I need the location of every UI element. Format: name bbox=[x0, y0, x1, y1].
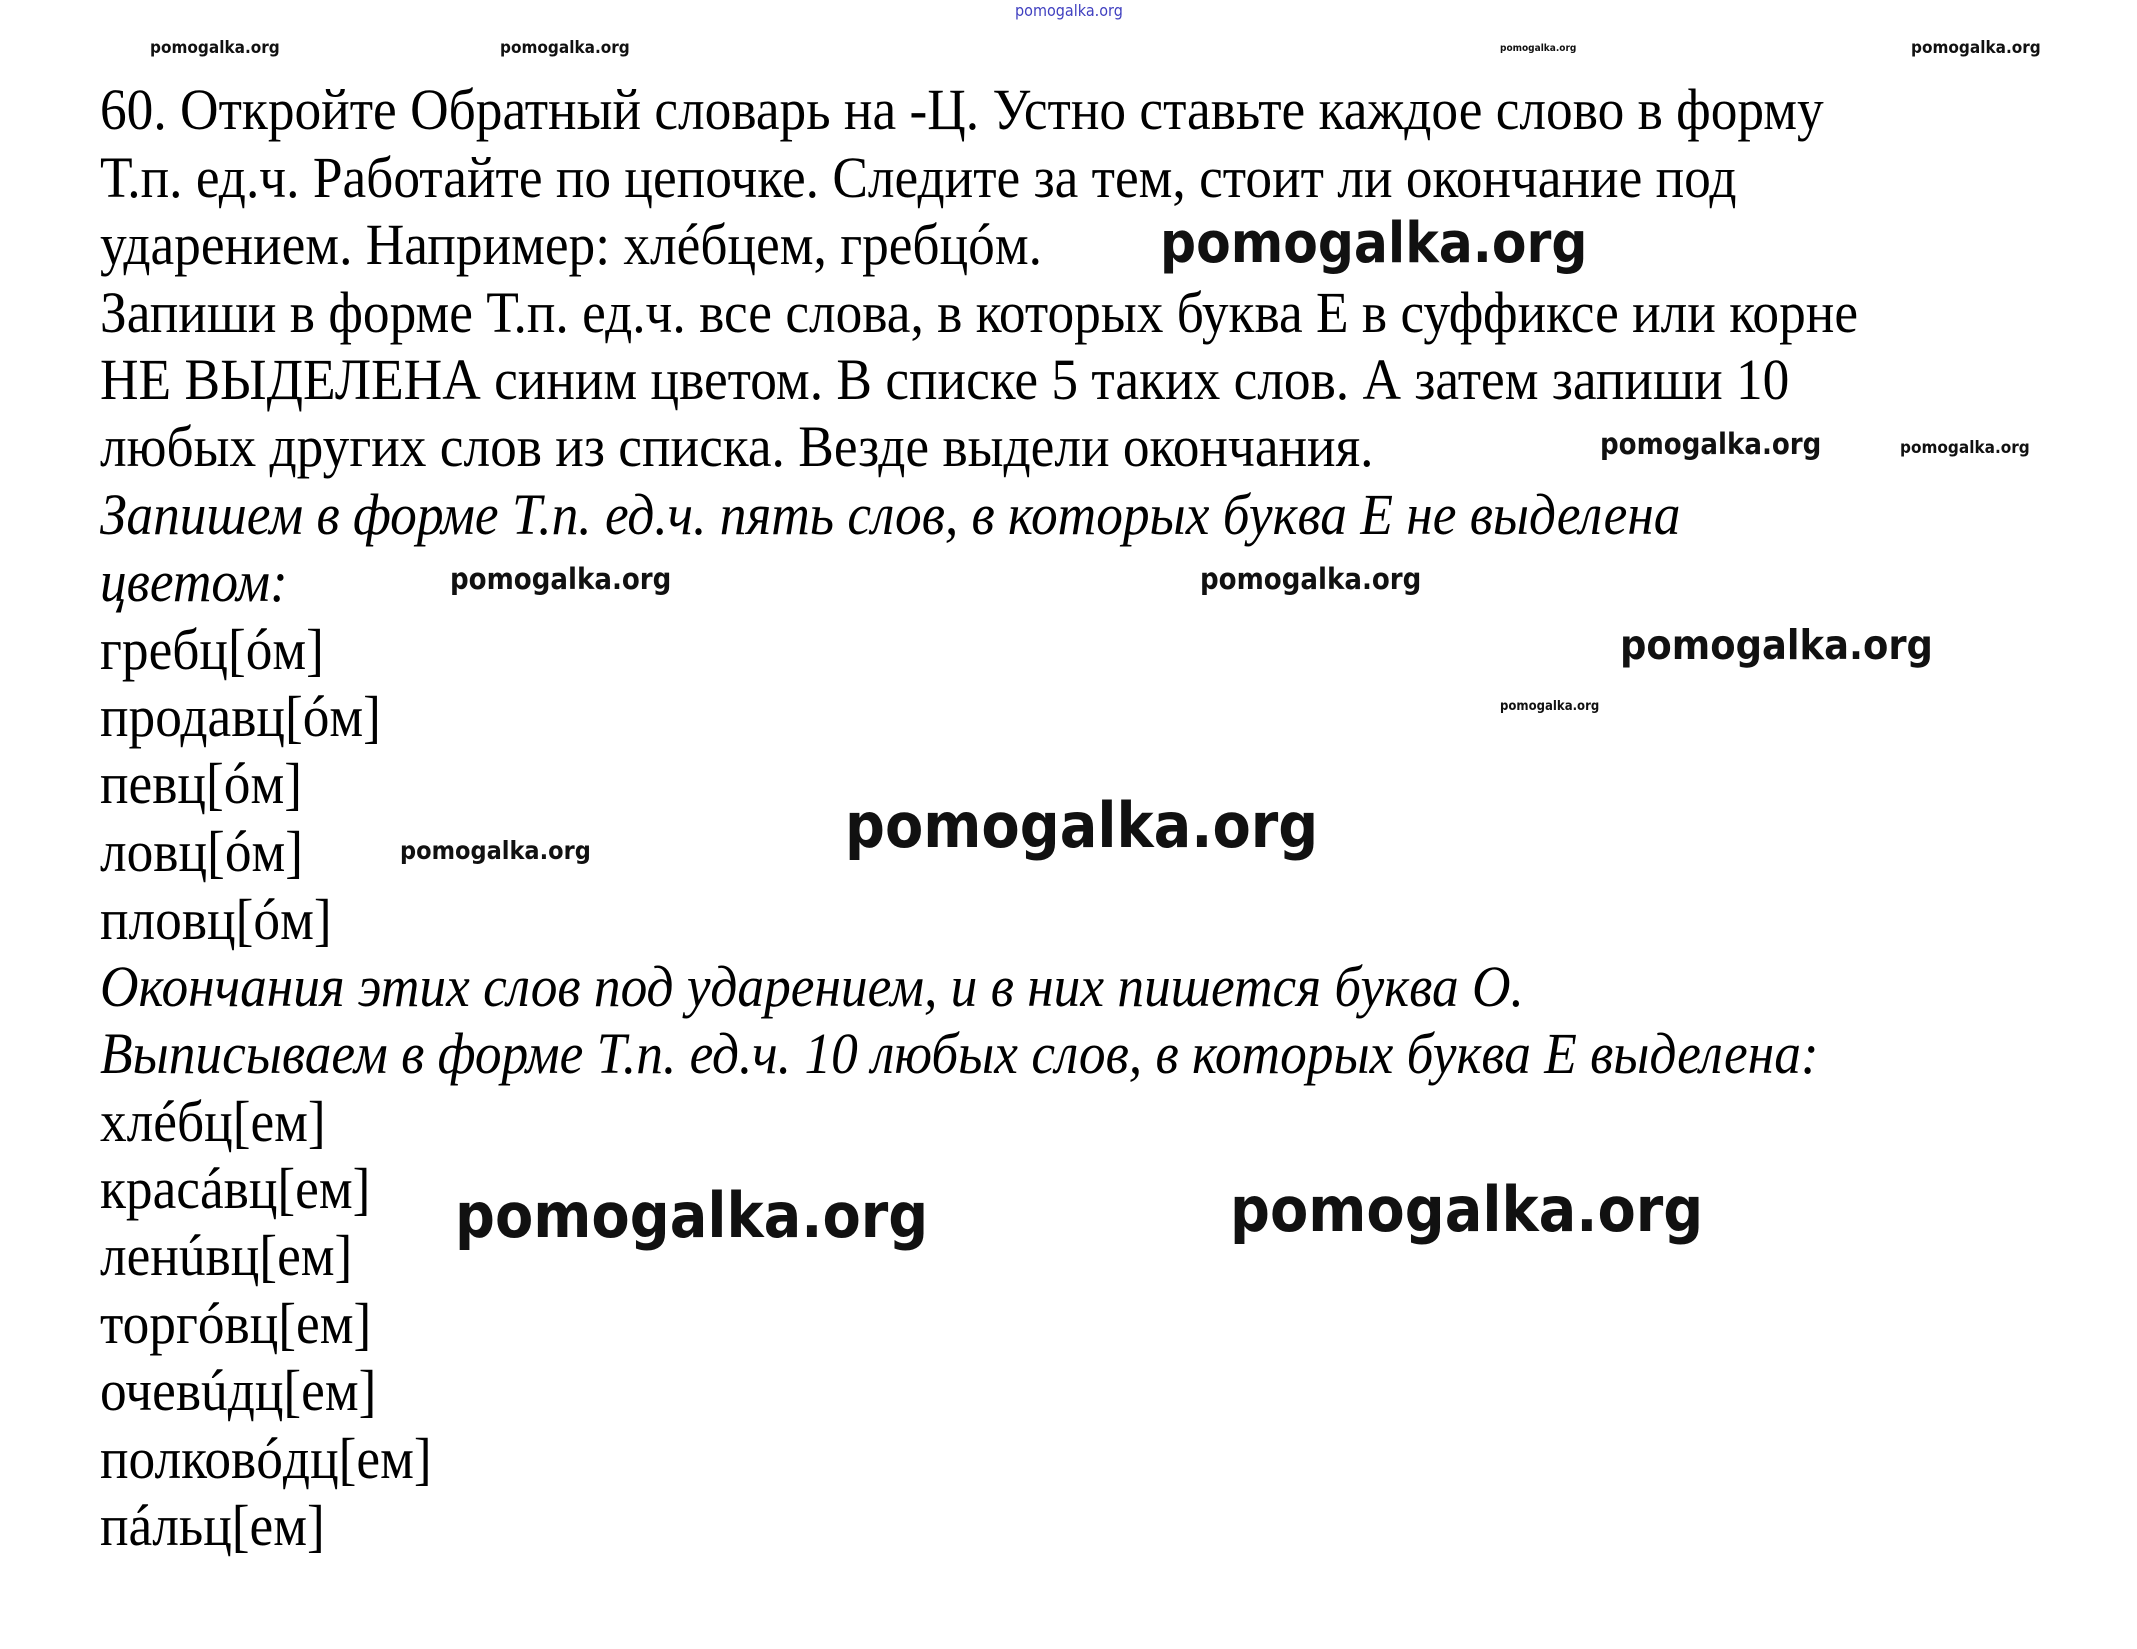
word-item: полковóдц[ем] bbox=[100, 1426, 432, 1491]
watermark: pomogalka.org bbox=[1900, 438, 2030, 458]
watermark: pomogalka.org bbox=[1600, 427, 1822, 461]
word-item: пловц[óм] bbox=[100, 887, 332, 952]
answer-note: Окончания этих слов под ударением, и в них пишется буква О. bbox=[100, 954, 1524, 1019]
watermark: pomogalka.org bbox=[450, 562, 672, 596]
word-item: хлéбц[ем] bbox=[100, 1089, 326, 1154]
task-line: Т.п. ед.ч. Работайте по цепочке. Следите за тем, стоит ли окончание под bbox=[100, 145, 1737, 210]
watermark: pomogalka.org bbox=[400, 836, 591, 865]
word-item: продавц[óм] bbox=[100, 684, 381, 749]
task-line: 60. Откройте Обратный словарь на -Ц. Устно ставьте каждое слово в форму bbox=[100, 77, 1824, 142]
watermark: pomogalka.org bbox=[845, 789, 1319, 862]
watermark: pomogalka.org bbox=[1160, 211, 1588, 276]
task-line: Запиши в форме Т.п. ед.ч. все слова, в которых буква Е в суффиксе или корне bbox=[100, 280, 1859, 345]
watermark: pomogalka.org bbox=[1911, 38, 2041, 58]
watermark: pomogalka.org bbox=[1200, 562, 1422, 596]
watermark: pomogalka.org bbox=[1620, 621, 1933, 669]
task-line: любых других слов из списка. Везде выдели окончания. bbox=[100, 414, 1374, 479]
word-item: очевúдц[ем] bbox=[100, 1358, 377, 1423]
task-line: НЕ ВЫДЕЛЕНА синим цветом. В списке 5 таких слов. А затем запиши 10 bbox=[100, 347, 1790, 412]
watermark: pomogalka.org bbox=[1015, 1, 1123, 20]
word-item: красáвц[ем] bbox=[100, 1156, 371, 1221]
watermark: pomogalka.org bbox=[150, 38, 280, 58]
watermark: pomogalka.org bbox=[1500, 699, 1600, 714]
word-item: торгóвц[ем] bbox=[100, 1291, 372, 1356]
watermark: pomogalka.org bbox=[1500, 43, 1577, 54]
word-item: ленúвц[ем] bbox=[100, 1223, 353, 1288]
watermark: pomogalka.org bbox=[1230, 1173, 1704, 1246]
task-line: ударением. Например: хлéбцем, гребцóм. bbox=[100, 212, 1042, 277]
word-item: гребц[óм] bbox=[100, 617, 324, 682]
watermark: pomogalka.org bbox=[500, 38, 630, 58]
answer-intro: Выписываем в форме Т.п. ед.ч. 10 любых слов, в которых буква Е выделена: bbox=[100, 1021, 1819, 1086]
answer-intro: Запишем в форме Т.п. ед.ч. пять слов, в которых буква Е не выделена bbox=[100, 482, 1681, 547]
answer-intro: цветом: bbox=[100, 549, 288, 614]
word-item: певц[óм] bbox=[100, 751, 302, 816]
watermark: pomogalka.org bbox=[455, 1179, 929, 1252]
word-item: пáльц[ем] bbox=[100, 1493, 325, 1558]
word-item: ловц[óм] bbox=[100, 819, 304, 884]
